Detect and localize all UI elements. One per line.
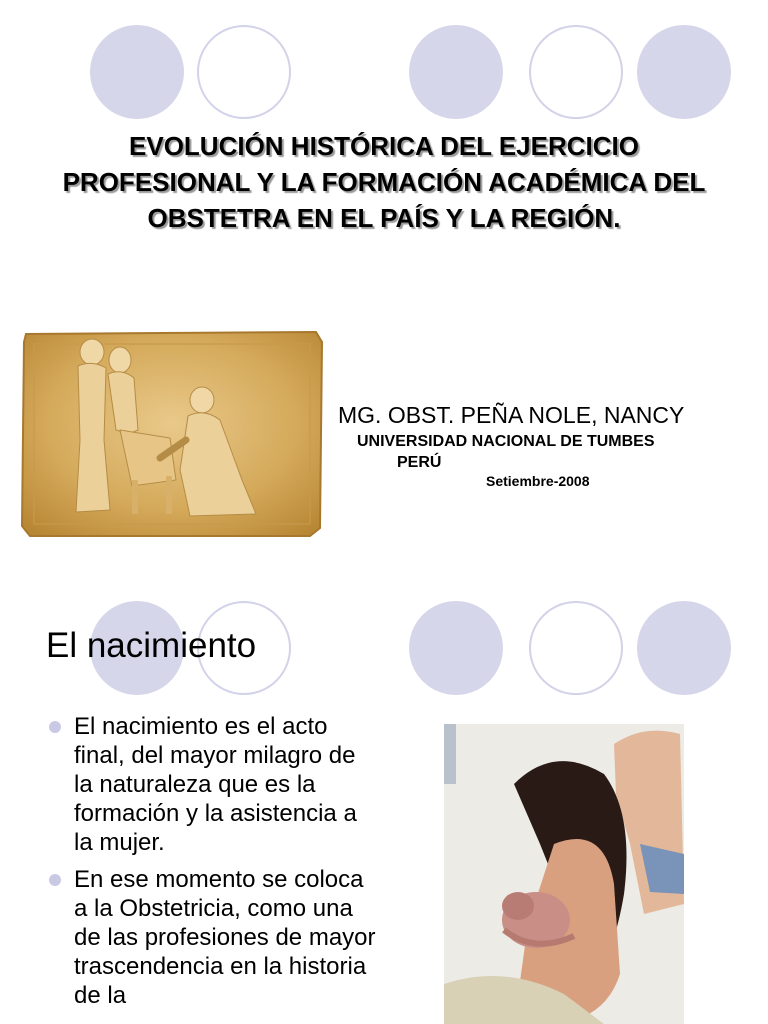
decorative-circle [90, 25, 184, 119]
bullet-text: El nacimiento es el acto final, del mayor milagro de la naturaleza que es la formación y la asistencia a la mujer. [74, 713, 357, 856]
ancient-relief-image [20, 330, 324, 538]
decorative-circle [529, 25, 623, 119]
bullet-icon [49, 874, 61, 886]
content-slide [0, 576, 768, 1024]
bullet-text: En ese momento se coloca a la Obstetricia, como una de las profesiones de mayor trascendencia en la historia de la [74, 866, 376, 1009]
bullet-list [46, 712, 376, 1018]
slide-title: El nacimiento [46, 626, 257, 665]
birth-photo-image [444, 724, 684, 1024]
decorative-circle [637, 601, 731, 695]
presentation-date: Setiembre-2008 [486, 473, 590, 489]
decorative-circle [409, 25, 503, 119]
country-name: PERÚ [397, 454, 442, 471]
decorative-circle [197, 25, 291, 119]
author-name: MG. OBST. PEÑA NOLE, NANCY [338, 402, 685, 428]
bullet-icon [49, 721, 61, 733]
university-name: UNIVERSIDAD NACIONAL DE TUMBES [357, 433, 655, 450]
bullet-item [46, 865, 376, 1010]
decorative-circle [529, 601, 623, 695]
presentation-title: EVOLUCIÓN HISTÓRICA DEL EJERCICIO PROFESIONAL Y LA FORMACIÓN ACADÉMICA DEL OBSTETRA EN EL PAÍS Y LA REGIÓN. [62, 131, 706, 233]
decorative-circle [637, 25, 731, 119]
bullet-item [46, 712, 376, 857]
decorative-circle [409, 601, 503, 695]
